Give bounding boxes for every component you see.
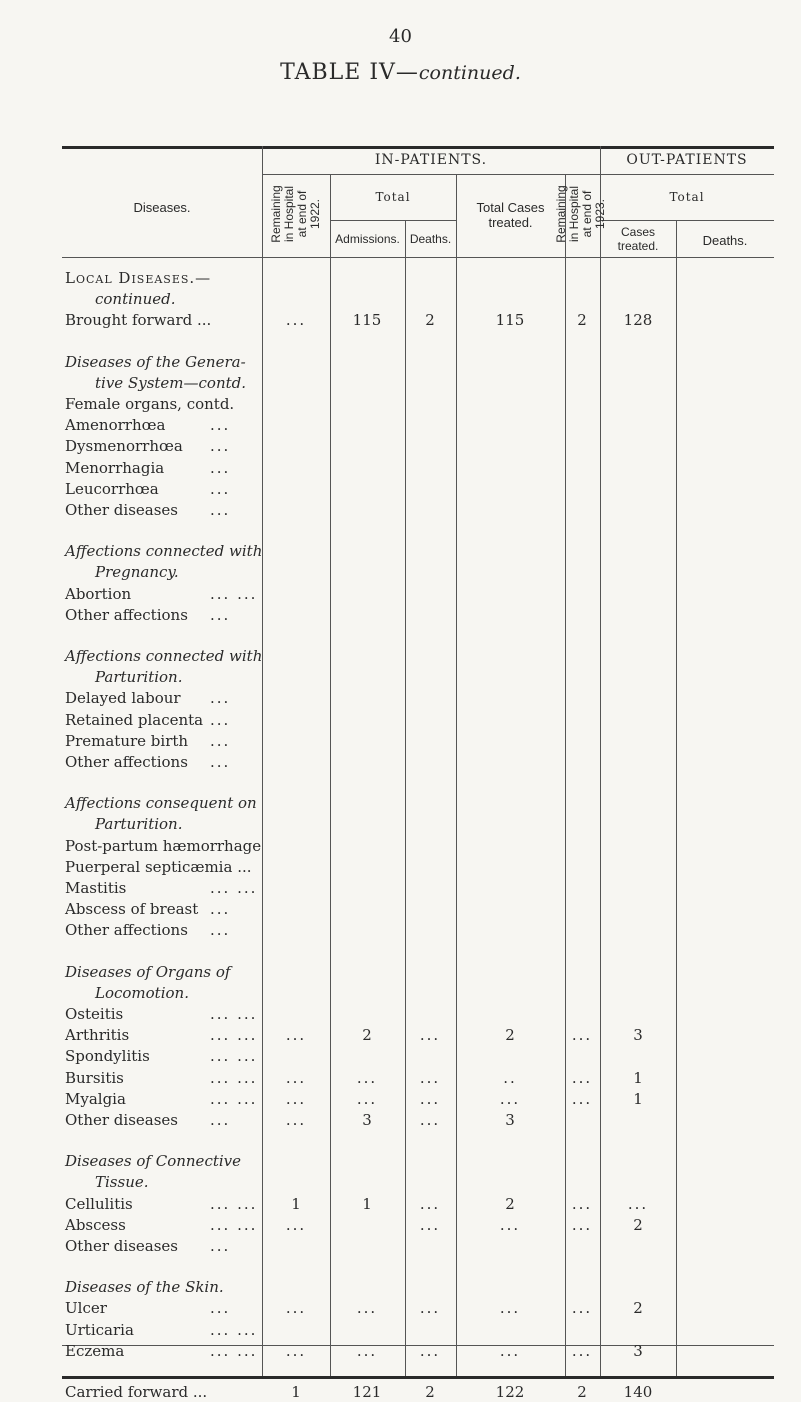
leader-dots: ... ... xyxy=(210,1341,258,1360)
table-cell: ... xyxy=(356,1341,378,1360)
table-cell: 1 xyxy=(633,1068,643,1087)
row-label: Puerperal septicæmia ... xyxy=(65,857,252,876)
table-cell: 115 xyxy=(495,311,525,330)
leader-dots: ... ... xyxy=(210,1068,258,1087)
row-label: Other diseases ... xyxy=(65,501,231,519)
table-cell: ... xyxy=(285,1111,307,1129)
row-label: Locomotion. xyxy=(95,983,189,1002)
table-cell: ... xyxy=(571,1194,593,1213)
column-rule xyxy=(676,220,677,1376)
table-cell: 2 xyxy=(633,1215,643,1234)
table-cell: 121 xyxy=(352,1383,382,1401)
leader-dots: ... ... xyxy=(210,1026,258,1045)
leader-dots: ... xyxy=(210,437,231,456)
row-label: Premature birth ... xyxy=(65,731,231,750)
table-cell: ... xyxy=(285,1341,307,1360)
table-cell: ... xyxy=(571,1215,593,1234)
row-label: Female organs, contd. xyxy=(65,395,235,413)
row-label: Osteitis ... ... xyxy=(65,1005,258,1023)
table-cell: ... xyxy=(285,1089,307,1108)
leader-dots: ... ... xyxy=(210,1320,258,1339)
table-cell: 128 xyxy=(623,311,653,330)
table-cell: ... xyxy=(499,1299,521,1318)
leader-dots: ... xyxy=(210,731,231,750)
table-cell: ... xyxy=(285,1299,307,1318)
row-label: Arthritis ... ... xyxy=(65,1026,258,1045)
header-remaining-1922: Remaining in Hospital at end of 1922. xyxy=(269,185,322,243)
table-cell: 2 xyxy=(362,1026,372,1045)
table-cell: ... xyxy=(419,1215,441,1234)
table-cell: ... xyxy=(499,1215,521,1234)
leader-dots: ... ... xyxy=(210,879,258,897)
table-cell: 2 xyxy=(505,1026,515,1045)
row-label: Parturition. xyxy=(95,815,183,834)
row-label: Myalgia ... ... xyxy=(65,1089,258,1108)
table-cell: 2 xyxy=(425,1383,435,1401)
top-rule xyxy=(62,146,774,149)
table-cell: 140 xyxy=(623,1383,653,1401)
row-label: continued. xyxy=(95,290,176,309)
row-label: Other affections ... xyxy=(65,753,231,771)
table-cell: ... xyxy=(419,1299,441,1318)
table-cell: ... xyxy=(419,1026,441,1045)
table-cell: ... xyxy=(499,1341,521,1360)
column-rule xyxy=(330,174,331,1376)
table-cell: ... xyxy=(571,1089,593,1108)
row-label: Delayed labour ... xyxy=(65,689,231,708)
table-cell: 2 xyxy=(425,311,435,330)
leader-dots: ... xyxy=(210,1237,231,1255)
row-label: Parturition. xyxy=(95,668,183,687)
row-label: Other affections ... xyxy=(65,921,231,940)
table-cell: 2 xyxy=(505,1194,515,1213)
row-label: Abortion ... ... xyxy=(65,584,258,603)
row-label: Bursitis ... ... xyxy=(65,1068,258,1087)
leader-dots: ... ... xyxy=(210,1047,258,1066)
row-label: Other diseases ... xyxy=(65,1111,231,1129)
row-label: Abscess of breast ... xyxy=(65,900,231,919)
table-cell: 3 xyxy=(633,1026,643,1045)
row-label: Affections consequent on xyxy=(65,794,257,813)
header-deaths-in: Deaths. xyxy=(409,232,452,246)
table-cell: ... xyxy=(499,1089,521,1108)
table-cell: 1 xyxy=(633,1089,643,1108)
table-title-main: TABLE IV— xyxy=(280,60,419,85)
leader-dots: ... xyxy=(210,1111,231,1129)
row-label: Retained placenta ... xyxy=(65,710,231,729)
leader-dots: ... xyxy=(210,501,231,519)
table-cell: 1 xyxy=(291,1194,301,1213)
row-label: Local Diseases.— xyxy=(65,269,212,287)
header-in-patients: IN-PATIENTS. xyxy=(374,152,488,168)
table-title-continued: continued. xyxy=(418,62,521,84)
header-cases-treated: Cases treated. xyxy=(617,225,659,253)
row-label: Affections connected with xyxy=(65,542,263,561)
header-admissions: Admissions. xyxy=(335,232,400,246)
row-label: Amenorrhœa ... xyxy=(65,416,231,435)
table-cell: ... xyxy=(571,1299,593,1318)
leader-dots: ... xyxy=(210,710,231,729)
leader-dots: ... ... xyxy=(210,1194,258,1213)
table-cell: 122 xyxy=(495,1383,525,1401)
row-label: Carried forward ... xyxy=(65,1383,208,1401)
row-label: Tissue. xyxy=(95,1173,149,1192)
row-label: Post-partum hæmorrhage xyxy=(65,836,262,855)
leader-dots: ... xyxy=(210,479,231,498)
table-cell: ... xyxy=(285,1215,307,1234)
header-out-patients: OUT-PATIENTS xyxy=(626,152,748,168)
table-cell: ... xyxy=(419,1194,441,1213)
header-total-in: Total xyxy=(375,190,411,204)
inpatient-rule xyxy=(262,174,600,175)
table-cell: 2 xyxy=(577,1383,587,1401)
table-cell: ... xyxy=(285,311,307,330)
table-cell: ... xyxy=(356,1068,378,1087)
row-label: Abscess ... ... xyxy=(65,1215,258,1234)
row-label: Other diseases ... xyxy=(65,1237,231,1255)
table-cell: .. xyxy=(503,1068,517,1087)
table-cell: ... xyxy=(419,1111,441,1129)
total-in-rule xyxy=(330,220,456,221)
table-cell: 2 xyxy=(633,1299,643,1318)
leader-dots: ... xyxy=(210,458,231,477)
table-cell: ... xyxy=(419,1068,441,1087)
table-cell: ... xyxy=(356,1299,378,1318)
table-cell: 2 xyxy=(577,311,587,330)
table-cell: 3 xyxy=(362,1111,372,1129)
header-total-cases: Total Cases treated. xyxy=(476,200,545,230)
column-rule xyxy=(600,146,601,1376)
row-label: Leucorrhœa ... xyxy=(65,479,231,498)
table-cell: ... xyxy=(571,1341,593,1360)
table-cell: ... xyxy=(419,1089,441,1108)
header-deaths-out: Deaths. xyxy=(702,233,748,248)
header-diseases: Diseases. xyxy=(133,200,191,215)
table-title xyxy=(0,60,801,85)
leader-dots: ... xyxy=(210,1299,231,1318)
row-label: Menorrhagia ... xyxy=(65,458,231,477)
leader-dots: ... xyxy=(210,689,231,708)
row-label: Spondylitis ... ... xyxy=(65,1047,258,1066)
outpatient-rule xyxy=(600,174,774,175)
row-label: Brought forward ... xyxy=(65,311,212,330)
row-label: Diseases of Organs of xyxy=(65,962,231,981)
table-cell: 3 xyxy=(505,1111,515,1129)
row-label: Urticaria ... ... xyxy=(65,1320,258,1339)
total-out-rule xyxy=(600,220,774,221)
row-label: tive System—contd. xyxy=(95,373,247,392)
table-cell: ... xyxy=(356,1089,378,1108)
leader-dots: ... ... xyxy=(210,1089,258,1108)
header-remaining-1923: Remaining in Hospital at end of 1923. xyxy=(554,185,607,243)
leader-dots: ... ... xyxy=(210,1215,258,1234)
row-label: Diseases of the Genera- xyxy=(65,352,246,371)
table-cell: ... xyxy=(285,1068,307,1087)
table-cell: ... xyxy=(419,1341,441,1360)
table-cell: 1 xyxy=(362,1194,372,1213)
row-label: Diseases of the Skin. xyxy=(65,1278,224,1297)
row-label: Dysmenorrhœa ... xyxy=(65,437,231,456)
leader-dots: ... xyxy=(210,900,231,919)
page-number: 40 xyxy=(389,26,412,47)
header-total-out: Total xyxy=(669,190,705,204)
row-label: Cellulitis ... ... xyxy=(65,1194,258,1213)
leader-dots: ... xyxy=(210,921,231,940)
table-cell: 1 xyxy=(291,1383,301,1401)
leader-dots: ... ... xyxy=(210,1005,258,1023)
table-cell: 3 xyxy=(633,1341,643,1360)
row-label: Pregnancy. xyxy=(95,563,179,582)
leader-dots: ... xyxy=(210,753,231,771)
row-label: Ulcer ... xyxy=(65,1299,231,1318)
table-cell: ... xyxy=(627,1194,649,1213)
table-cell: ... xyxy=(285,1026,307,1045)
leader-dots: ... xyxy=(210,416,231,435)
leader-dots: ... ... xyxy=(210,584,258,603)
table-cell: ... xyxy=(571,1026,593,1045)
row-label: Affections connected with xyxy=(65,647,263,665)
header-rule xyxy=(62,257,774,258)
row-label: Diseases of Connective xyxy=(65,1152,242,1171)
row-label: Other affections ... xyxy=(65,605,231,624)
leader-dots: ... xyxy=(210,605,231,624)
table-cell: 115 xyxy=(352,311,382,330)
row-label: Mastitis ... ... xyxy=(65,879,258,897)
row-label: Eczema ... ... xyxy=(65,1341,258,1360)
table-cell: ... xyxy=(571,1068,593,1087)
